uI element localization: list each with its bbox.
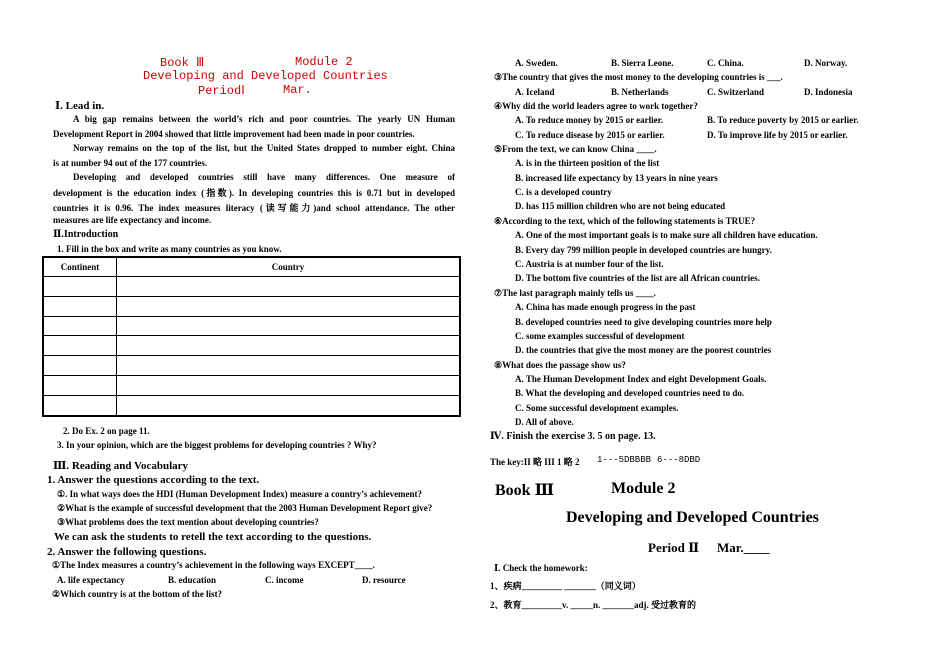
answer-key-part-b: 6---8DBD [657,455,701,465]
lead-in-p2-line1: Norway remains on the top of the list, but the United States dropped to number eight. China [73,143,455,153]
q2-1-option-c: C. income [265,575,304,585]
q8-option-c: C. Some successful development examples. [515,403,679,413]
introduction-heading: Ⅱ.Introduction [53,229,119,240]
table-cell-country[interactable] [117,336,461,356]
q6-option-b: B. Every day 799 million people in developed countries are hungry. [515,245,772,255]
q6-option-c: C. Austria is at number four of the list. [515,259,664,269]
reading-q2-1: ①The Index measures a country’s achievement in the following ways EXCEPT____. [52,560,375,570]
answer-key-label: The key:II 略 III 1 略 2 [490,457,580,467]
q3-option-d: D. Indonesia [804,87,853,97]
lead-in-p3-line3: countries it is 0.96. The index measures literacy (读写能力)and school attendance. The other [53,203,455,213]
q6-option-d: D. The bottom five countries of the list are all African countries. [515,273,760,283]
reading-heading: Ⅲ. Reading and Vocabulary [53,460,189,472]
q5-option-b: B. increased life expectancy by 13 years in nine years [515,173,718,183]
table-cell-continent[interactable] [43,316,117,336]
reading-q1-heading: 1. Answer the questions according to the text. [47,474,260,486]
table-cell-country[interactable] [117,375,461,395]
q7-option-c: C. some examples successful of development [515,331,685,341]
q7-option-a: A. China has made enough progress in the past [515,302,696,312]
question-4: ④Why did the world leaders agree to work together? [494,101,698,111]
table-cell-continent[interactable] [43,336,117,356]
homework-line-2: 2、教育_________v. _____n. _______adj. 受过教育的 [490,600,697,610]
q8-option-a: A. The Human Development Index and eight Development Goals. [515,374,767,384]
finish-exercise: Ⅳ. Finish the exercise 3. 5 on page. 13. [490,431,656,442]
q4-option-a: A. To reduce money by 2015 or earlier. [515,115,664,125]
reading-q1-1: ①. In what ways does the HDI (Human Development Index) measure a country’s achievement? [57,489,423,499]
question-6: ⑥According to the text, which of the following statements is TRUE? [494,216,756,226]
table-header-country: Country [117,257,461,277]
introduction-item-2: 2. Do Ex. 2 on page 11. [63,426,150,436]
q4-option-c: C. To reduce disease by 2015 or earlier. [515,130,665,140]
q5-option-a: A. is in the thirteen position of the list [515,158,660,168]
left-title: Developing and Developed Countries [143,69,388,83]
introduction-item-1: 1. Fill in the box and write as many countries as you know. [57,244,282,254]
table-cell-continent[interactable] [43,375,117,395]
left-module-label: Module 2 [295,55,353,69]
table-row [43,277,460,297]
q3-option-b: B. Netherlands [611,87,669,97]
introduction-item-3: 3. In your opinion, which are the biggest problems for developing countries ? Why? [57,440,377,450]
lead-in-p3-line1: Developing and developed countries still have many differences. One measure of [73,172,455,182]
table-cell-country[interactable] [117,395,461,415]
table-cell-continent[interactable] [43,296,117,316]
q8-option-d: D. All of above. [515,417,574,427]
reading-q2-heading: 2. Answer the following questions. [47,546,207,558]
q2-2-option-b: B. Sierra Leone. [611,58,674,68]
lead-in-p3-line4: measures are life expectancy and income. [53,215,212,225]
q2-1-option-a: A. life expectancy [57,575,125,585]
p2-title: Developing and Developed Countries [566,509,819,526]
table-cell-continent[interactable] [43,395,117,415]
p2-module-label: Module 2 [611,480,676,497]
table-header-continent: Continent [43,257,117,277]
left-period: PeriodⅠ [198,84,245,98]
p2-period: Period Ⅱ [648,540,700,555]
q4-option-b: B. To reduce poverty by 2015 or earlier. [707,115,859,125]
p2-book-label: Book Ⅲ [495,482,555,499]
q2-2-option-d: D. Norway. [804,58,848,68]
q3-option-c: C. Switzerland [707,87,764,97]
table-row [43,296,460,316]
question-5: ⑤From the text, we can know China ____. [494,144,657,154]
left-book-label: Book Ⅲ [160,56,205,70]
q4-option-d: D. To improve life by 2015 or earlier. [707,130,848,140]
reading-q2-2: ②Which country is at the bottom of the list? [52,589,223,599]
question-8: ⑧What does the passage show us? [494,360,626,370]
lead-in-p3-line2: development is the education index (指数). In developing countries this is 0.71 but in developed [53,188,455,198]
q8-option-b: B. What the developing and developed countries need to do. [515,388,745,398]
table-row [43,375,460,395]
lead-in-p2-line2: is at number 94 out of the 177 countries. [53,158,208,168]
q2-2-option-c: C. China. [707,58,744,68]
q5-option-d: D. has 115 million children who are not being educated [515,201,726,211]
table-cell-country[interactable] [117,296,461,316]
reading-retell: We can ask the students to retell the text according to the questions. [54,531,372,543]
table-row [43,316,460,336]
table-row [43,395,460,415]
q7-option-b: B. developed countries need to give developing countries more help [515,317,772,327]
question-7: ⑦The last paragraph mainly tells us ____. [494,288,656,298]
table-cell-country[interactable] [117,277,461,297]
reading-q1-3: ③What problems does the text mention about developing countries? [57,517,319,527]
q3-option-a: A. Iceland [515,87,555,97]
table-row [43,336,460,356]
lead-in-heading: Ⅰ. Lead in. [55,100,105,112]
continent-country-table [42,256,461,417]
p2-month: Mar.____ [717,540,770,555]
table-cell-continent[interactable] [43,356,117,376]
reading-q1-2: ②What is the example of successful development that the 2003 Human Development Report give? [57,503,433,513]
table-row [43,356,460,376]
q6-option-a: A. One of the most important goals is to make sure all children have education. [515,230,818,240]
answer-key-part-a: 1---5DBBBB [597,455,652,465]
table-cell-country[interactable] [117,356,461,376]
q5-option-c: C. is a developed country [515,187,612,197]
q2-1-option-b: B. education [168,575,217,585]
q7-option-d: D. the countries that give the most money are the poorest countries [515,345,772,355]
lead-in-p1-line1: A big gap remains between the world’s rich and poor countries. The yearly UN Human [73,114,455,124]
q2-2-option-a: A. Sweden. [515,58,558,68]
homework-line-1: 1、疾病_________ _______（同义词） [490,581,641,591]
homework-heading: Ⅰ. Check the homework: [494,563,588,573]
left-month: Mar. [283,83,312,97]
table-cell-country[interactable] [117,316,461,336]
lead-in-p1-line2: Development Report in 2004 showed that little improvement had been made in poor countries. [53,129,415,139]
q2-1-option-d: D. resource [362,575,406,585]
question-3: ③The country that gives the most money to the developing countries is ___. [494,72,783,82]
table-cell-continent[interactable] [43,277,117,297]
